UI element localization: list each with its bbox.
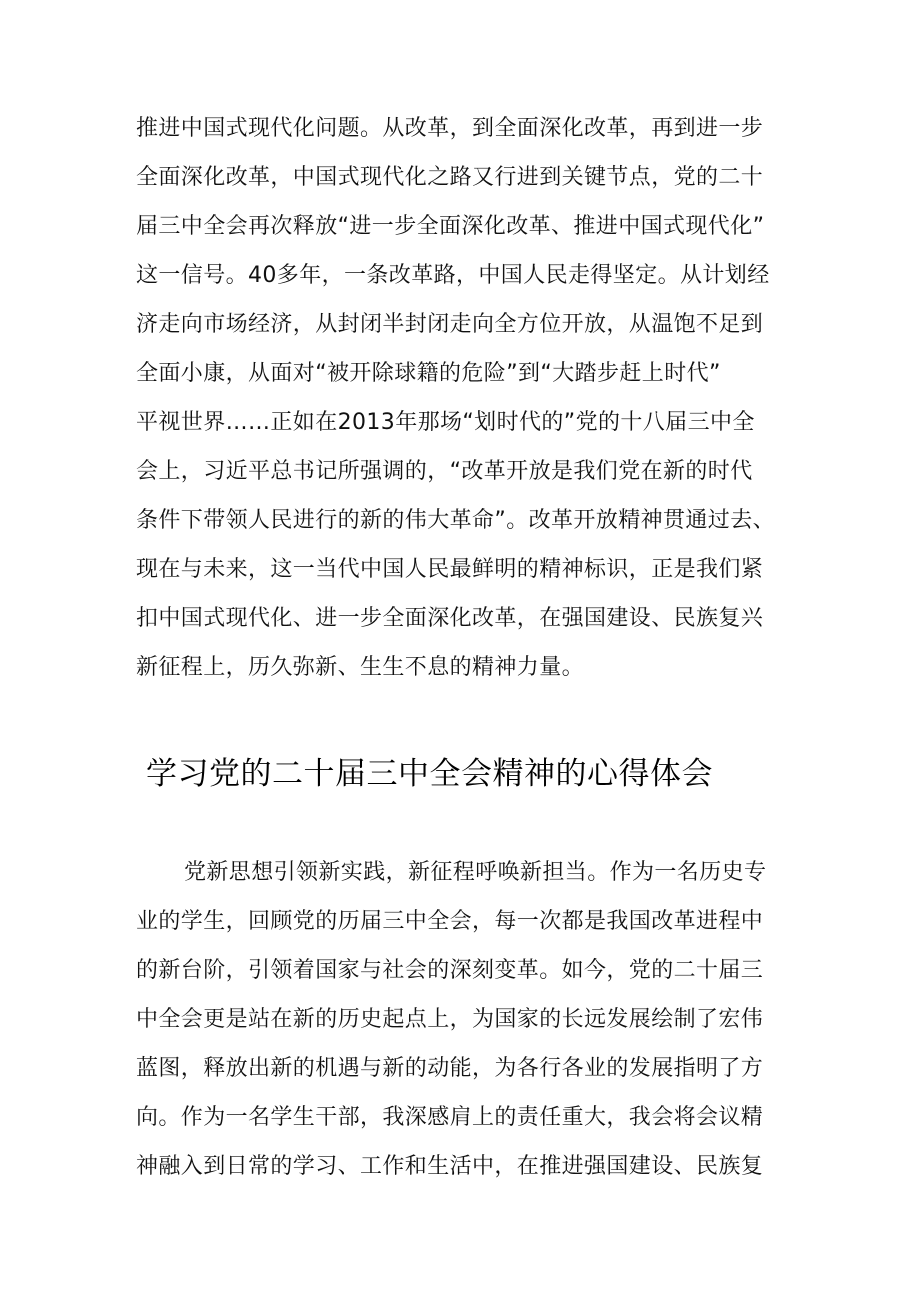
paragraph-1-line-2: 全面深化改革，中国式现代化之路又行进到关键节点，党的二十 (136, 165, 764, 190)
paragraph-2-line-2: 业的学生，回顾党的历届三中全会，每一次都是我国改革进程中 (136, 909, 764, 934)
paragraph-1-line-12: 新征程上，历久弥新、生生不息的精神力量。 (136, 655, 585, 680)
paragraph-1-line-7: 平视世界……正如在2013年那场“划时代的”党的十八届三中全 (136, 410, 755, 435)
paragraph-1-line-10: 现在与未来，这一当代中国人民最鲜明的精神标识，正是我们紧 (136, 557, 764, 582)
paragraph-2-line-1: 党新思想引领新实践，新征程呼唤新担当。作为一名历史专 (184, 860, 767, 885)
paragraph-2-line-6: 向。作为一名学生干部，我深感肩上的责任重大，我会将会议精 (136, 1105, 764, 1130)
paragraph-2-line-5: 蓝图，释放出新的机遇与新的动能，为各行各业的发展指明了方 (136, 1056, 764, 1081)
paragraph-1-line-1: 推进中国式现代化问题。从改革，到全面深化改革，再到进一步 (136, 116, 764, 141)
paragraph-1-line-11: 扣中国式现代化、进一步全面深化改革，在强国建设、民族复兴 (136, 606, 764, 631)
paragraph-1-line-5: 济走向市场经济，从封闭半封闭走向全方位开放，从温饱不足到 (136, 312, 764, 337)
paragraph-1-line-8: 会上，习近平总书记所强调的，“改革开放是我们党在新的时代 (136, 459, 753, 484)
paragraph-2-line-7: 神融入到日常的学习、工作和生活中，在推进强国建设、民族复 (136, 1154, 764, 1179)
paragraph-2-line-4: 中全会更是站在新的历史起点上，为国家的长远发展绘制了宏伟 (136, 1007, 764, 1032)
paragraph-2-line-3: 的新台阶，引领着国家与社会的深刻变革。如今，党的二十届三 (136, 958, 764, 983)
paragraph-1-line-3: 届三中全会再次释放“进一步全面深化改革、推进中国式现代化” (136, 214, 765, 239)
paragraph-1-line-4: 这一信号。40多年，一条改革路，中国人民走得坚定。从计划经 (136, 263, 770, 288)
paragraph-1-line-6: 全面小康，从面对“被开除球籍的危险”到“大踏步赶上时代” (136, 361, 721, 386)
paragraph-1-line-9: 条件下带领人民进行的新的伟大革命”。改革开放精神贯通过去、 (136, 508, 775, 533)
section-title: 学习党的二十届三中全会精神的心得体会 (146, 756, 713, 792)
